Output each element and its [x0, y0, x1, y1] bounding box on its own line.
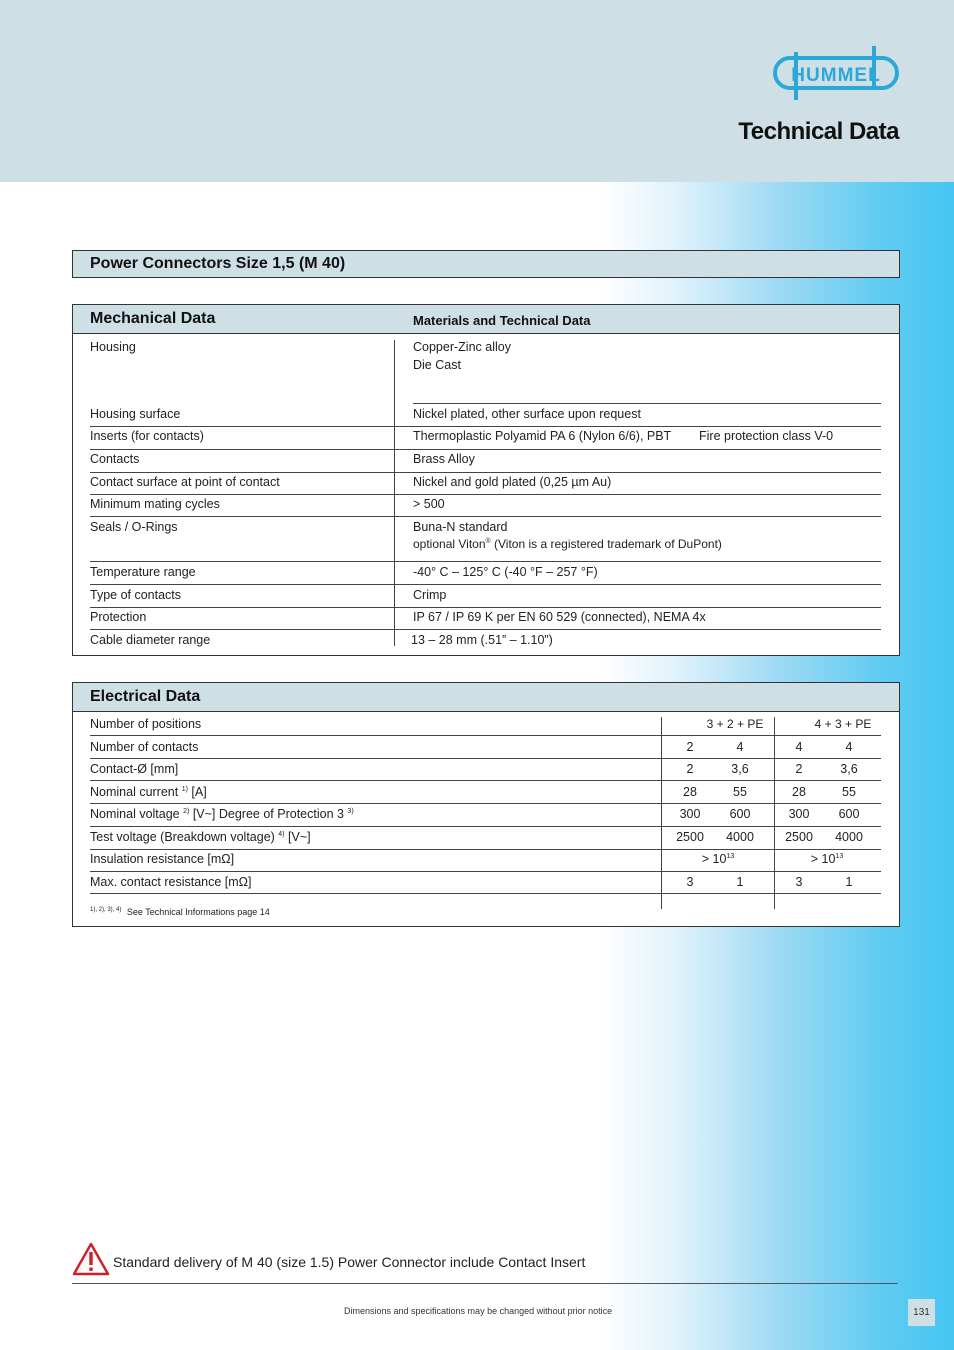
mech-row-temperature: Temperature range -40° C – 125° C (-40 °F – 257 °F)	[90, 565, 881, 585]
mech-row-inserts: Inserts (for contacts) Thermoplastic Polyamid PA 6 (Nylon 6/6), PBT Fire protection class V-0	[90, 429, 881, 450]
footnote: $^{1), 2), 3), 4)}$ See Technical Informations page 14	[90, 907, 270, 917]
mech-row-type-contacts: Type of contacts Crimp	[90, 588, 881, 608]
mech-row-seals: Seals / O-Rings Buna-N standard optional Viton® (Viton is a registered trademark of DuPont)	[90, 520, 881, 562]
svg-text:HUMMEL: HUMMEL	[791, 65, 881, 86]
elec-row-nominal-voltage: Nominal voltage $^{2)}$ [V~] Degree of Protection 3 $^{3)}$ 300 600 300 600	[90, 807, 881, 827]
elec-row-contact-resistance: Max. contact resistance [mΩ] 3 1 3 1	[90, 875, 881, 894]
elec-row-contact-diameter: Contact-Ø [mm] 2 3,6 2 3,6	[90, 762, 881, 781]
section-title: Power Connectors Size 1,5 (M 40)	[90, 255, 346, 272]
warning-icon	[72, 1242, 110, 1276]
section-title-bar	[72, 250, 900, 278]
mech-row-cable-diameter: Cable diameter range 13 – 28 mm (.51” – 1.10”)	[90, 633, 553, 647]
footer-note: Dimensions and specifications may be changed without prior notice	[344, 1306, 613, 1316]
mech-row-contact-surface: Contact surface at point of contact Nickel and gold plated (0,25 µm Au)	[90, 475, 881, 495]
page-number: 131	[908, 1299, 935, 1326]
hummel-logo	[772, 44, 900, 102]
electrical-data-table	[72, 682, 900, 927]
mech-row-housing-surface: Housing surface Nickel plated, other surface upon request	[90, 407, 881, 427]
mech-row-housing: Housing Copper-Zinc alloy Die Cast	[90, 340, 881, 404]
elec-row-positions: Number of positions 3 + 2 + PE 4 + 3 + PE	[90, 717, 881, 736]
elec-row-test-voltage: Test voltage (Breakdown voltage) $^{4)}$ [V~] 2500 4000 2500 4000	[90, 830, 881, 850]
electrical-header	[73, 683, 899, 712]
mechanical-data-table	[72, 304, 900, 656]
footer-divider	[72, 1283, 898, 1284]
page-title: Technical Data	[738, 118, 899, 145]
mech-row-protection: Protection IP 67 / IP 69 K per EN 60 529 (connected), NEMA 4x	[90, 610, 881, 630]
mechanical-title: Mechanical Data	[90, 310, 216, 327]
elec-row-insulation: Insulation resistance [mΩ] > $10^{13}$ > $10^{13}$	[90, 852, 881, 872]
electrical-title: Electrical Data	[90, 688, 201, 705]
elec-row-contacts: Number of contacts 2 4 4 4	[90, 740, 881, 759]
mechanical-header	[73, 305, 899, 334]
warning-text: Standard delivery of M 40 (size 1.5) Power Connector include Contact Insert	[113, 1254, 586, 1270]
mech-row-mating-cycles: Minimum mating cycles > 500	[90, 497, 881, 517]
elec-row-nominal-current: Nominal current $^{1)}$ [A] 28 55 28 55	[90, 785, 881, 804]
mech-row-contacts: Contacts Brass Alloy	[90, 452, 881, 473]
materials-header: Materials and Technical Data	[413, 313, 591, 328]
